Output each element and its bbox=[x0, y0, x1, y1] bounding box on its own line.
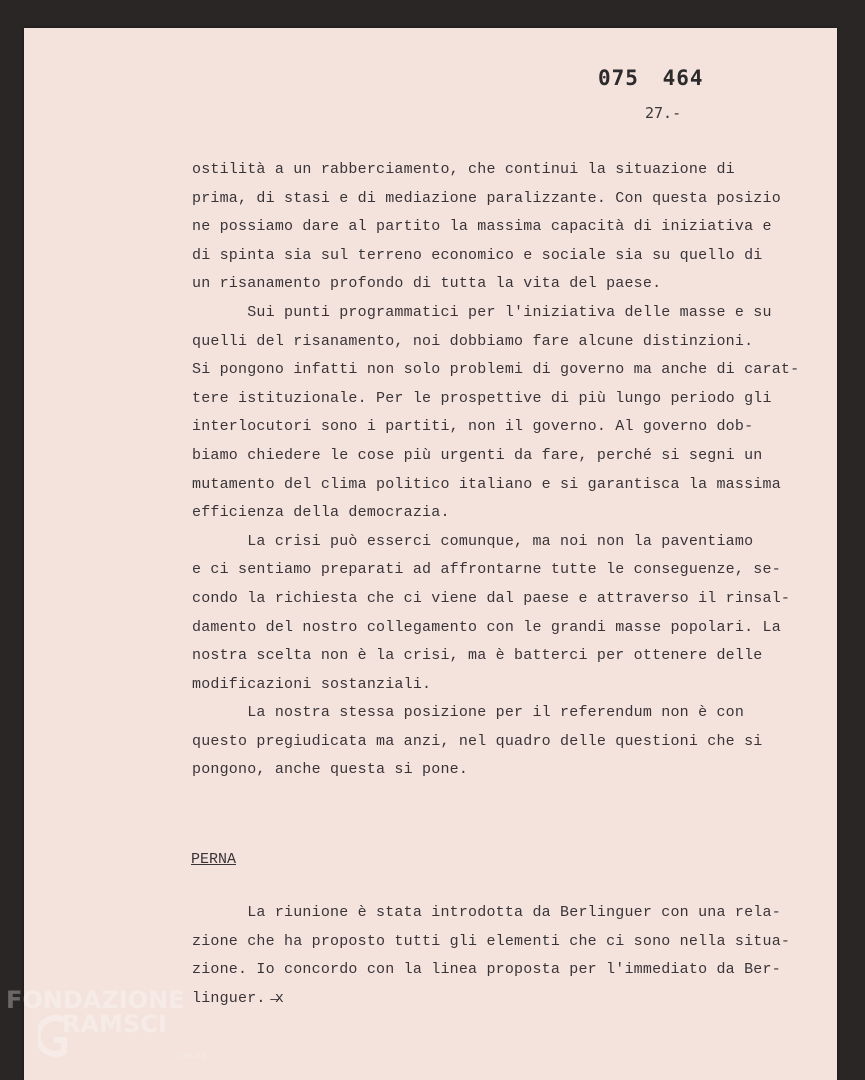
speaker-heading: PERNA bbox=[191, 851, 237, 868]
text-line: questo pregiudicata ma anzi, nel quadro delle questioni che si bbox=[192, 732, 763, 750]
text-line: mutamento del clima politico italiano e si garantisca la massima bbox=[192, 475, 781, 493]
archive-stamp-number: 075 464 bbox=[598, 66, 704, 90]
text-line: modificazioni sostanziali. bbox=[192, 675, 432, 693]
watermark-line2: RAMSCI bbox=[62, 1010, 167, 1038]
text-line: interlocutori sono i partiti, non il governo. Al governo dob- bbox=[192, 418, 754, 436]
text-line: La nostra stessa posizione per il referendum non è con bbox=[192, 704, 745, 722]
text-line: La riunione è stata introdotta da Berlinguer con una rela- bbox=[192, 904, 781, 921]
text-line: La crisi può esserci comunque, ma noi non la paventiamo bbox=[192, 532, 754, 550]
speaker-text-body bbox=[192, 899, 832, 1013]
text-line: Sui punti programmatici per l'iniziativa delle masse e su bbox=[192, 303, 772, 321]
text-line: pongono, anche questa si pone. bbox=[192, 761, 469, 779]
text-line: tere istituzionale. Per le prospettive di più lungo periodo gli bbox=[192, 389, 772, 407]
watermark-line3: ONLUS bbox=[178, 1052, 207, 1060]
watermark-line1: FONDAZIONE bbox=[6, 986, 185, 1014]
text-line: ne possiamo dare al partito la massima capacità di iniziativa e bbox=[192, 218, 772, 236]
text-line: ostilità a un rabberciamento, che continui la situazione di bbox=[192, 161, 735, 178]
text-line: nostra scelta non è la crisi, ma è batterci per ottenere delle bbox=[192, 647, 763, 665]
text-line: prima, di stasi e di mediazione paralizzante. Con questa posizio bbox=[192, 189, 781, 207]
text-line: zione. Io concordo con la linea proposta per l'immediato da Ber- bbox=[192, 961, 781, 979]
text-line: efficienza della democrazia. bbox=[192, 504, 450, 522]
text-line: di spinta sia sul terreno economico e sociale sia su quello di bbox=[192, 246, 763, 264]
text-line: Si pongono infatti non solo problemi di governo ma anche di carat- bbox=[192, 361, 800, 379]
text-line: un risanamento profondo di tutta la vita del paese. bbox=[192, 275, 662, 293]
page-number: 27.- bbox=[645, 104, 682, 122]
text-line: biamo chiedere le cose più urgenti da fare, perché si segni un bbox=[192, 446, 763, 464]
text-line: e ci sentiamo preparati ad affrontarne tutte le conseguenze, se- bbox=[192, 561, 781, 579]
text-line: linguer. ̶x bbox=[192, 989, 285, 1007]
text-line: zione che ha proposto tutti gli elementi che ci sono nella situa- bbox=[192, 932, 791, 950]
text-line: quelli del risanamento, noi dobbiamo fare alcune distinzioni. bbox=[192, 332, 754, 350]
text-line: condo la richiesta che ci viene dal paese e attraverso il rinsal- bbox=[192, 589, 791, 607]
text-line: damento del nostro collegamento con le grandi masse popolari. La bbox=[192, 618, 781, 636]
typed-text-body bbox=[192, 156, 832, 785]
fondazione-gramsci-watermark bbox=[4, 982, 234, 1077]
